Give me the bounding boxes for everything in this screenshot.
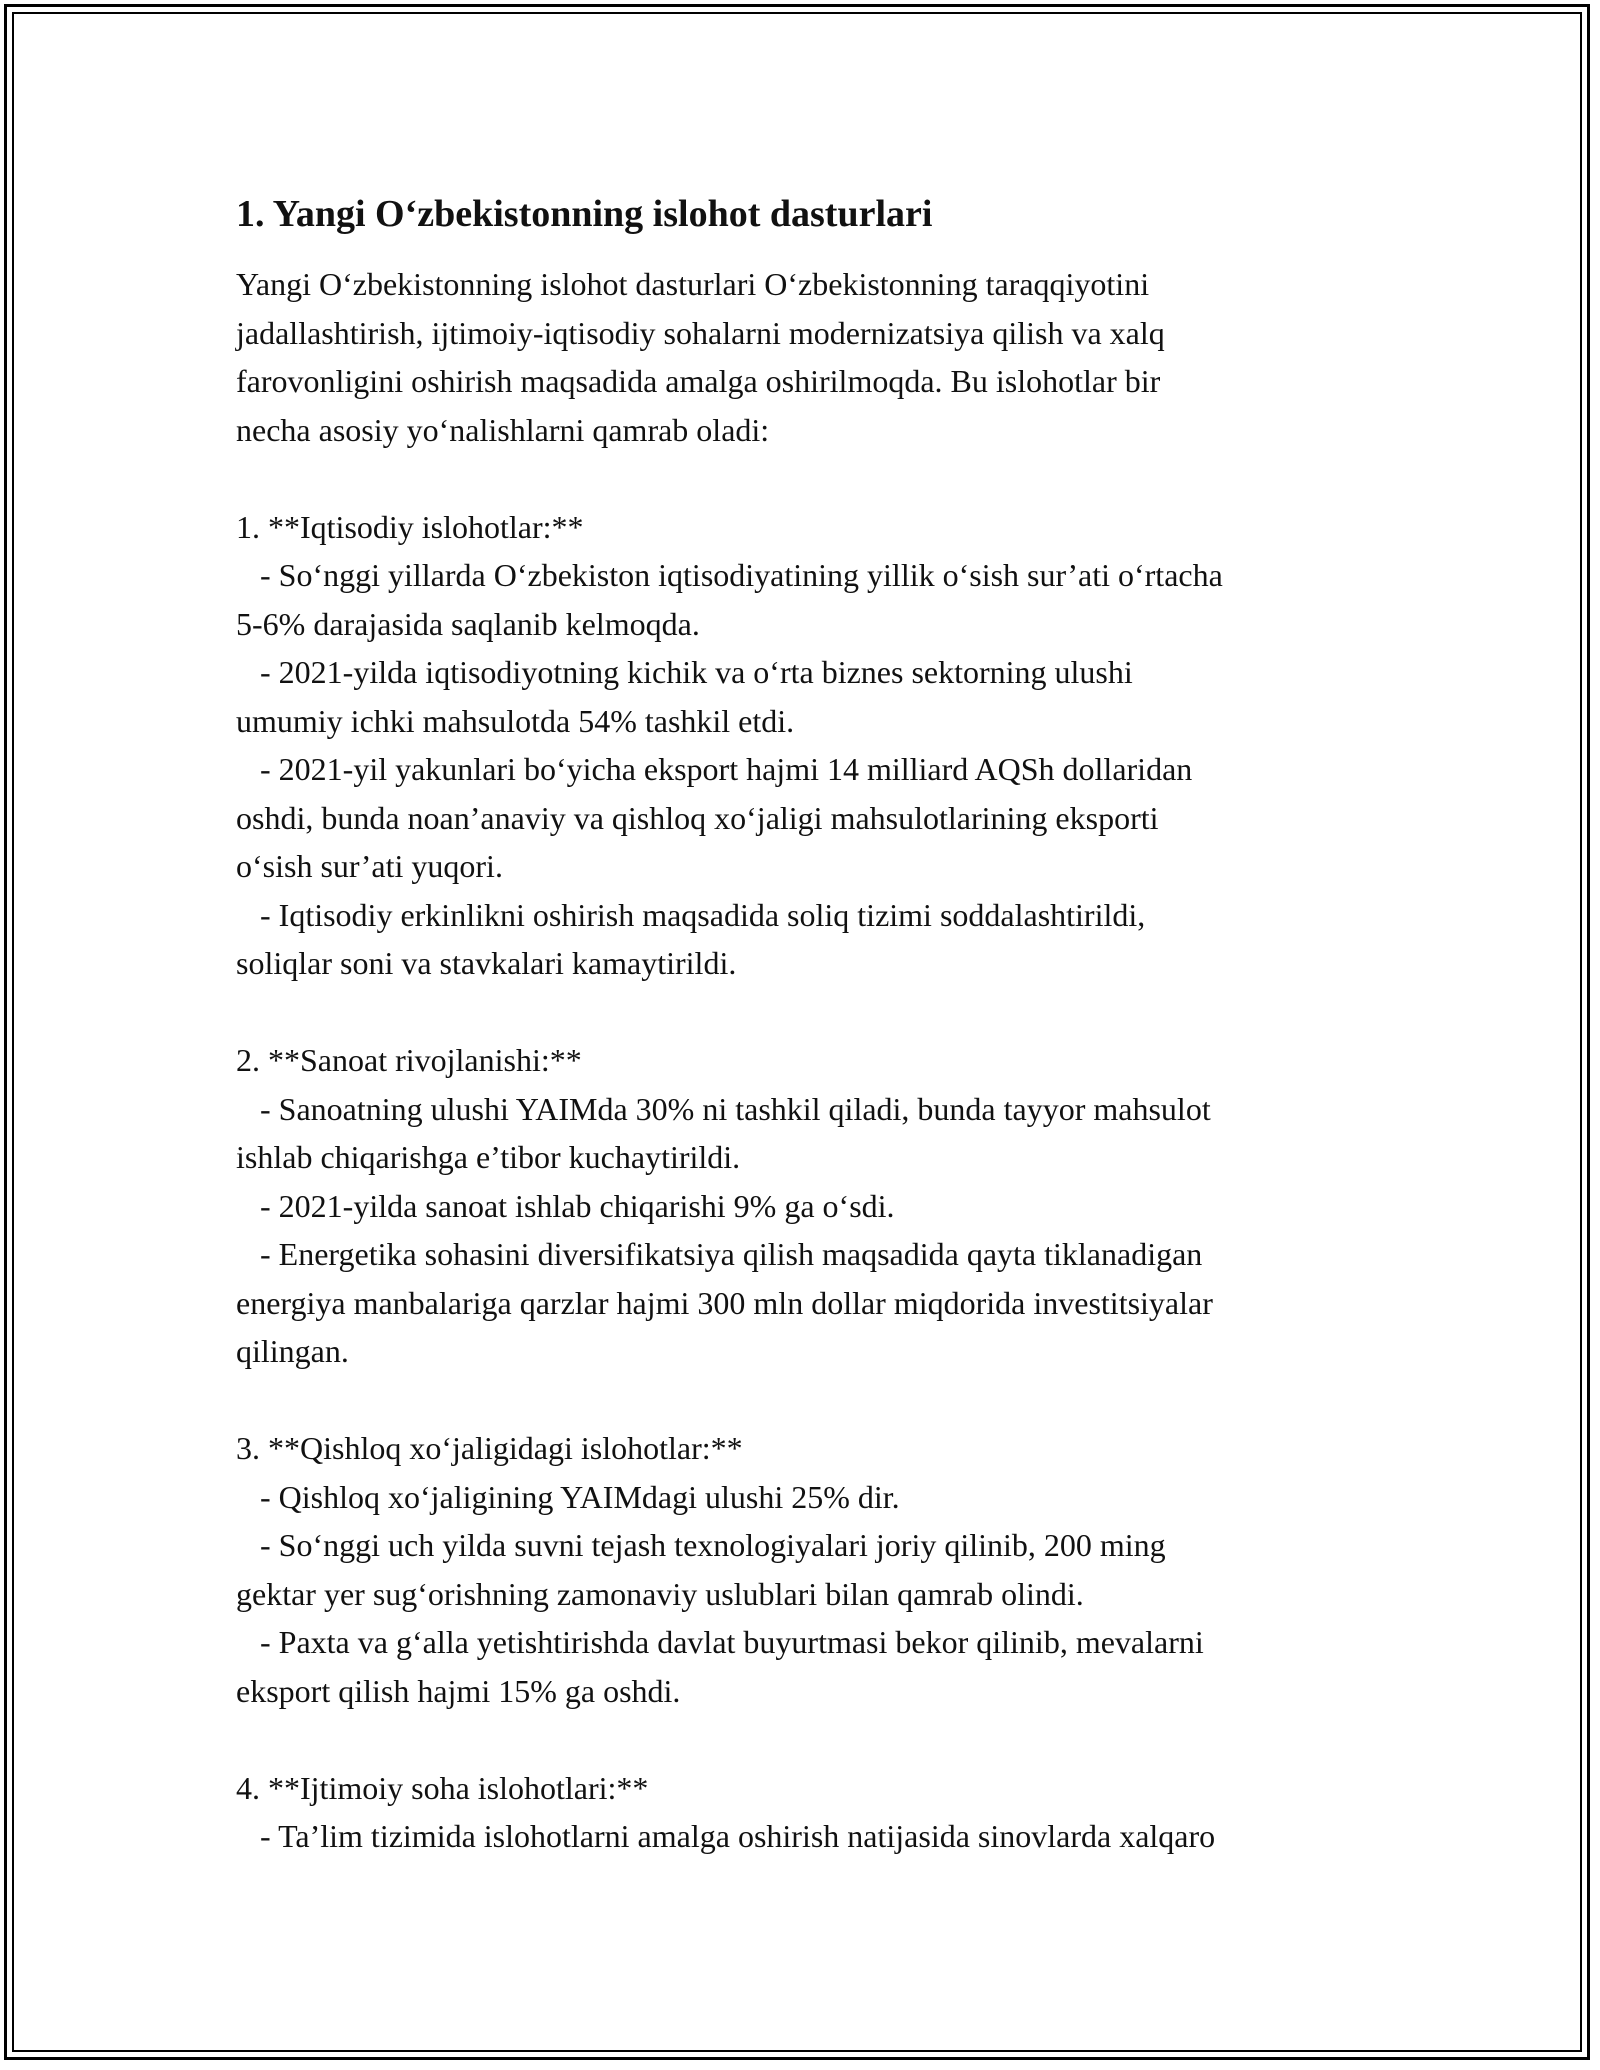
section-title: 1. **Iqtisodiy islohotlar:** bbox=[236, 508, 584, 545]
intro-line: necha asosiy yo‘nalishlarni qamrab oladi: bbox=[236, 411, 770, 448]
section-line: umumiy ichki mahsulotda 54% tashkil etdi. bbox=[236, 702, 795, 739]
section-line: - Qishloq xo‘jaligining YAIMdagi ulushi 25% dir. bbox=[236, 1478, 900, 1515]
section-line: - So‘nggi yillarda O‘zbekiston iqtisodiyatining yillik o‘sish sur’ati o‘rtacha bbox=[236, 557, 1223, 593]
section-title: 4. **Ijtimoiy soha islohotlari:** bbox=[236, 1769, 649, 1806]
section-industry-development bbox=[236, 1036, 1436, 1376]
section-line: oshdi, bunda noan’anaviy va qishloq xo‘jaligi mahsulotlarining eksporti bbox=[236, 799, 1159, 836]
section-line: soliqlar soni va stavkalari kamaytirildi. bbox=[236, 945, 737, 981]
section-line: gektar yer sug‘orishning zamonaviy uslublari bilan qamrab olindi. bbox=[236, 1575, 1084, 1612]
section-line: - 2021-yil yakunlari bo‘yicha eksport hajmi 14 milliard AQSh dollaridan bbox=[236, 751, 1193, 787]
blank-line bbox=[236, 1715, 1436, 1764]
document-heading: 1. Yangi O‘zbekistonning islohot dasturlari bbox=[236, 193, 933, 235]
section-line: - Iqtisodiy erkinlikni oshirish maqsadida soliq tizimi soddalashtirildi, bbox=[236, 896, 1146, 933]
section-title: 2. **Sanoat rivojlanishi:** bbox=[236, 1042, 582, 1078]
section-line: - Sanoatning ulushi YAIMda 30% ni tashkil qiladi, bunda tayyor mahsulot bbox=[236, 1090, 1211, 1127]
intro-paragraph bbox=[236, 260, 1436, 454]
section-line: - Energetika sohasini diversifikatsiya qilish maqsadida qayta tiklanadigan bbox=[236, 1236, 1203, 1272]
intro-line: Yangi O‘zbekistonning islohot dasturlari O‘zbekistonning taraqqiyotini bbox=[236, 266, 1150, 302]
blank-line bbox=[236, 988, 1436, 1037]
section-economic-reforms bbox=[236, 503, 1436, 988]
section-social-reforms bbox=[236, 1764, 1436, 1861]
section-agriculture-reforms bbox=[236, 1424, 1436, 1715]
section-line: 5-6% darajasida saqlanib kelmoqda. bbox=[236, 605, 700, 642]
section-line: - 2021-yilda iqtisodiyotning kichik va o‘rta biznes sektorning ulushi bbox=[236, 654, 1133, 690]
section-title: 3. **Qishloq xo‘jaligidagi islohotlar:** bbox=[236, 1430, 743, 1466]
section-line: o‘sish sur’ati yuqori. bbox=[236, 848, 503, 884]
section-line: - Ta’lim tizimida islohotlarni amalga oshirish natijasida sinovlarda xalqaro bbox=[236, 1818, 1216, 1854]
blank-line bbox=[236, 1376, 1436, 1425]
section-line: ishlab chiqarishga e’tibor kuchaytirildi. bbox=[236, 1139, 741, 1175]
blank-line bbox=[236, 454, 1436, 503]
intro-line: farovonligini oshirish maqsadida amalga oshirilmoqda. Bu islohotlar bir bbox=[236, 363, 1161, 399]
section-line: - Paxta va g‘alla yetishtirishda davlat buyurtmasi bekor qilinib, mevalarni bbox=[236, 1624, 1204, 1660]
intro-line: jadallashtirish, ijtimoiy-iqtisodiy sohalarni modernizatsiya qilish va xalq bbox=[236, 314, 1165, 351]
section-line: - So‘nggi uch yilda suvni tejash texnologiyalari joriy qilinib, 200 ming bbox=[236, 1527, 1166, 1563]
section-line: eksport qilish hajmi 15% ga oshdi. bbox=[236, 1672, 681, 1709]
document-page bbox=[236, 188, 1436, 1861]
section-line: energiya manbalariga qarzlar hajmi 300 mln dollar miqdorida investitsiyalar bbox=[236, 1284, 1213, 1321]
section-line: qilingan. bbox=[236, 1333, 349, 1369]
section-line: - 2021-yilda sanoat ishlab chiqarishi 9% ga o‘sdi. bbox=[236, 1187, 895, 1224]
